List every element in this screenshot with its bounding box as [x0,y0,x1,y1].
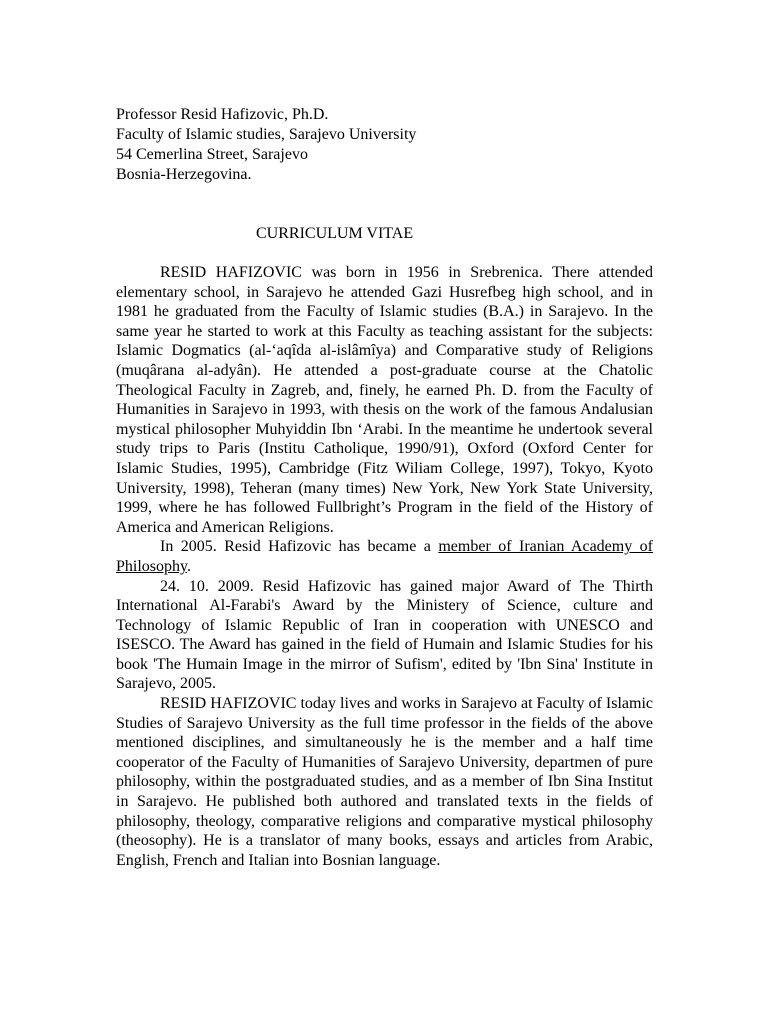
cv-body [116,263,653,870]
paragraph-academy-end: . [186,557,191,575]
paragraph-academy-membership [116,537,653,576]
paragraph-academy-text: In 2005. Resid Hafizovic has became a [160,538,439,556]
document-title: CURRICULUM VITAE [256,225,414,242]
sender-address-block [116,105,656,185]
address-country-line: Bosnia-Herzegovina. [116,166,252,183]
address-street-line: 54 Cemerlina Street, Sarajevo [116,146,308,163]
academy-membership-link[interactable]: member of Iranian Academy of Philosophy [116,538,653,575]
paragraph-biography: RESID HAFIZOVIC was born in 1956 in Srebrenica. There attended elementary school, in Sarajevo he attended Gazi Husrefbeg high school, and in 1981 he graduated from the Faculty of Islamic studies (B.A.) in Sarajevo. In the same year he started to work at this Faculty as teaching assistant for the subjects: Islamic Dogmatics (al-‘aqîda al-islâmîya) and Comparative study of Religions (muqârana al-adyân). He attended a post-graduate course at the Chatolic Theological Faculty in Zagreb, and, finely, he earned Ph. D. from the Faculty of Humanities in Sarajevo in 1993, with thesis on the work of the famous Andalusian mystical philosopher Muhyiddin Ibn ‘Arabi. In the meantime he undertook several study trips to Paris (Institu Catholique, 1990/91), Oxford (Oxford Center for Islamic Studies, 1995), Cambridge (Fitz Wiliam College, 1997), Tokyo, Kyoto University, 1998), Teheran (many times) New York, New York State University, 1999, where he has followed Fullbright’s Program in the field of the History of America and American Religions. [116,264,653,536]
paragraph-current-position: RESID HAFIZOVIC today lives and works in Sarajevo at Faculty of Islamic Studies of Sarajevo University as the full time professor in the fields of the above mentioned disciplines, and simultaneously he is the member and a half time cooperator of the Faculty of Humanities of Sarajevo University, departmen of pure philosophy, within the postgraduated studies, and as a member of Ibn Sina Institut in Sarajevo. He published both authored and translated texts in the fields of philosophy, theology, comparative religions and comparative mystical philosophy (theosophy). He is a translator of many books, essays and articles from Arabic, English, French and Italian into Bosnian language. [116,695,653,869]
address-faculty-line: Faculty of Islamic studies, Sarajevo University [116,126,417,143]
address-name-line: Professor Resid Hafizovic, Ph.D. [116,106,329,123]
paragraph-award: 24. 10. 2009. Resid Hafizovic has gained major Award of The Thirth International Al-Farabi's Award by the Ministery of Science, culture and Technology of Islamic Republic of Iran in cooperation with UNESCO and ISESCO. The Award has gained in the field of Humain and Islamic Studies for his book 'The Humain Image in the mirror of Sufism', edited by 'Ibn Sina' Institute in Sarajevo, 2005. [116,577,653,693]
